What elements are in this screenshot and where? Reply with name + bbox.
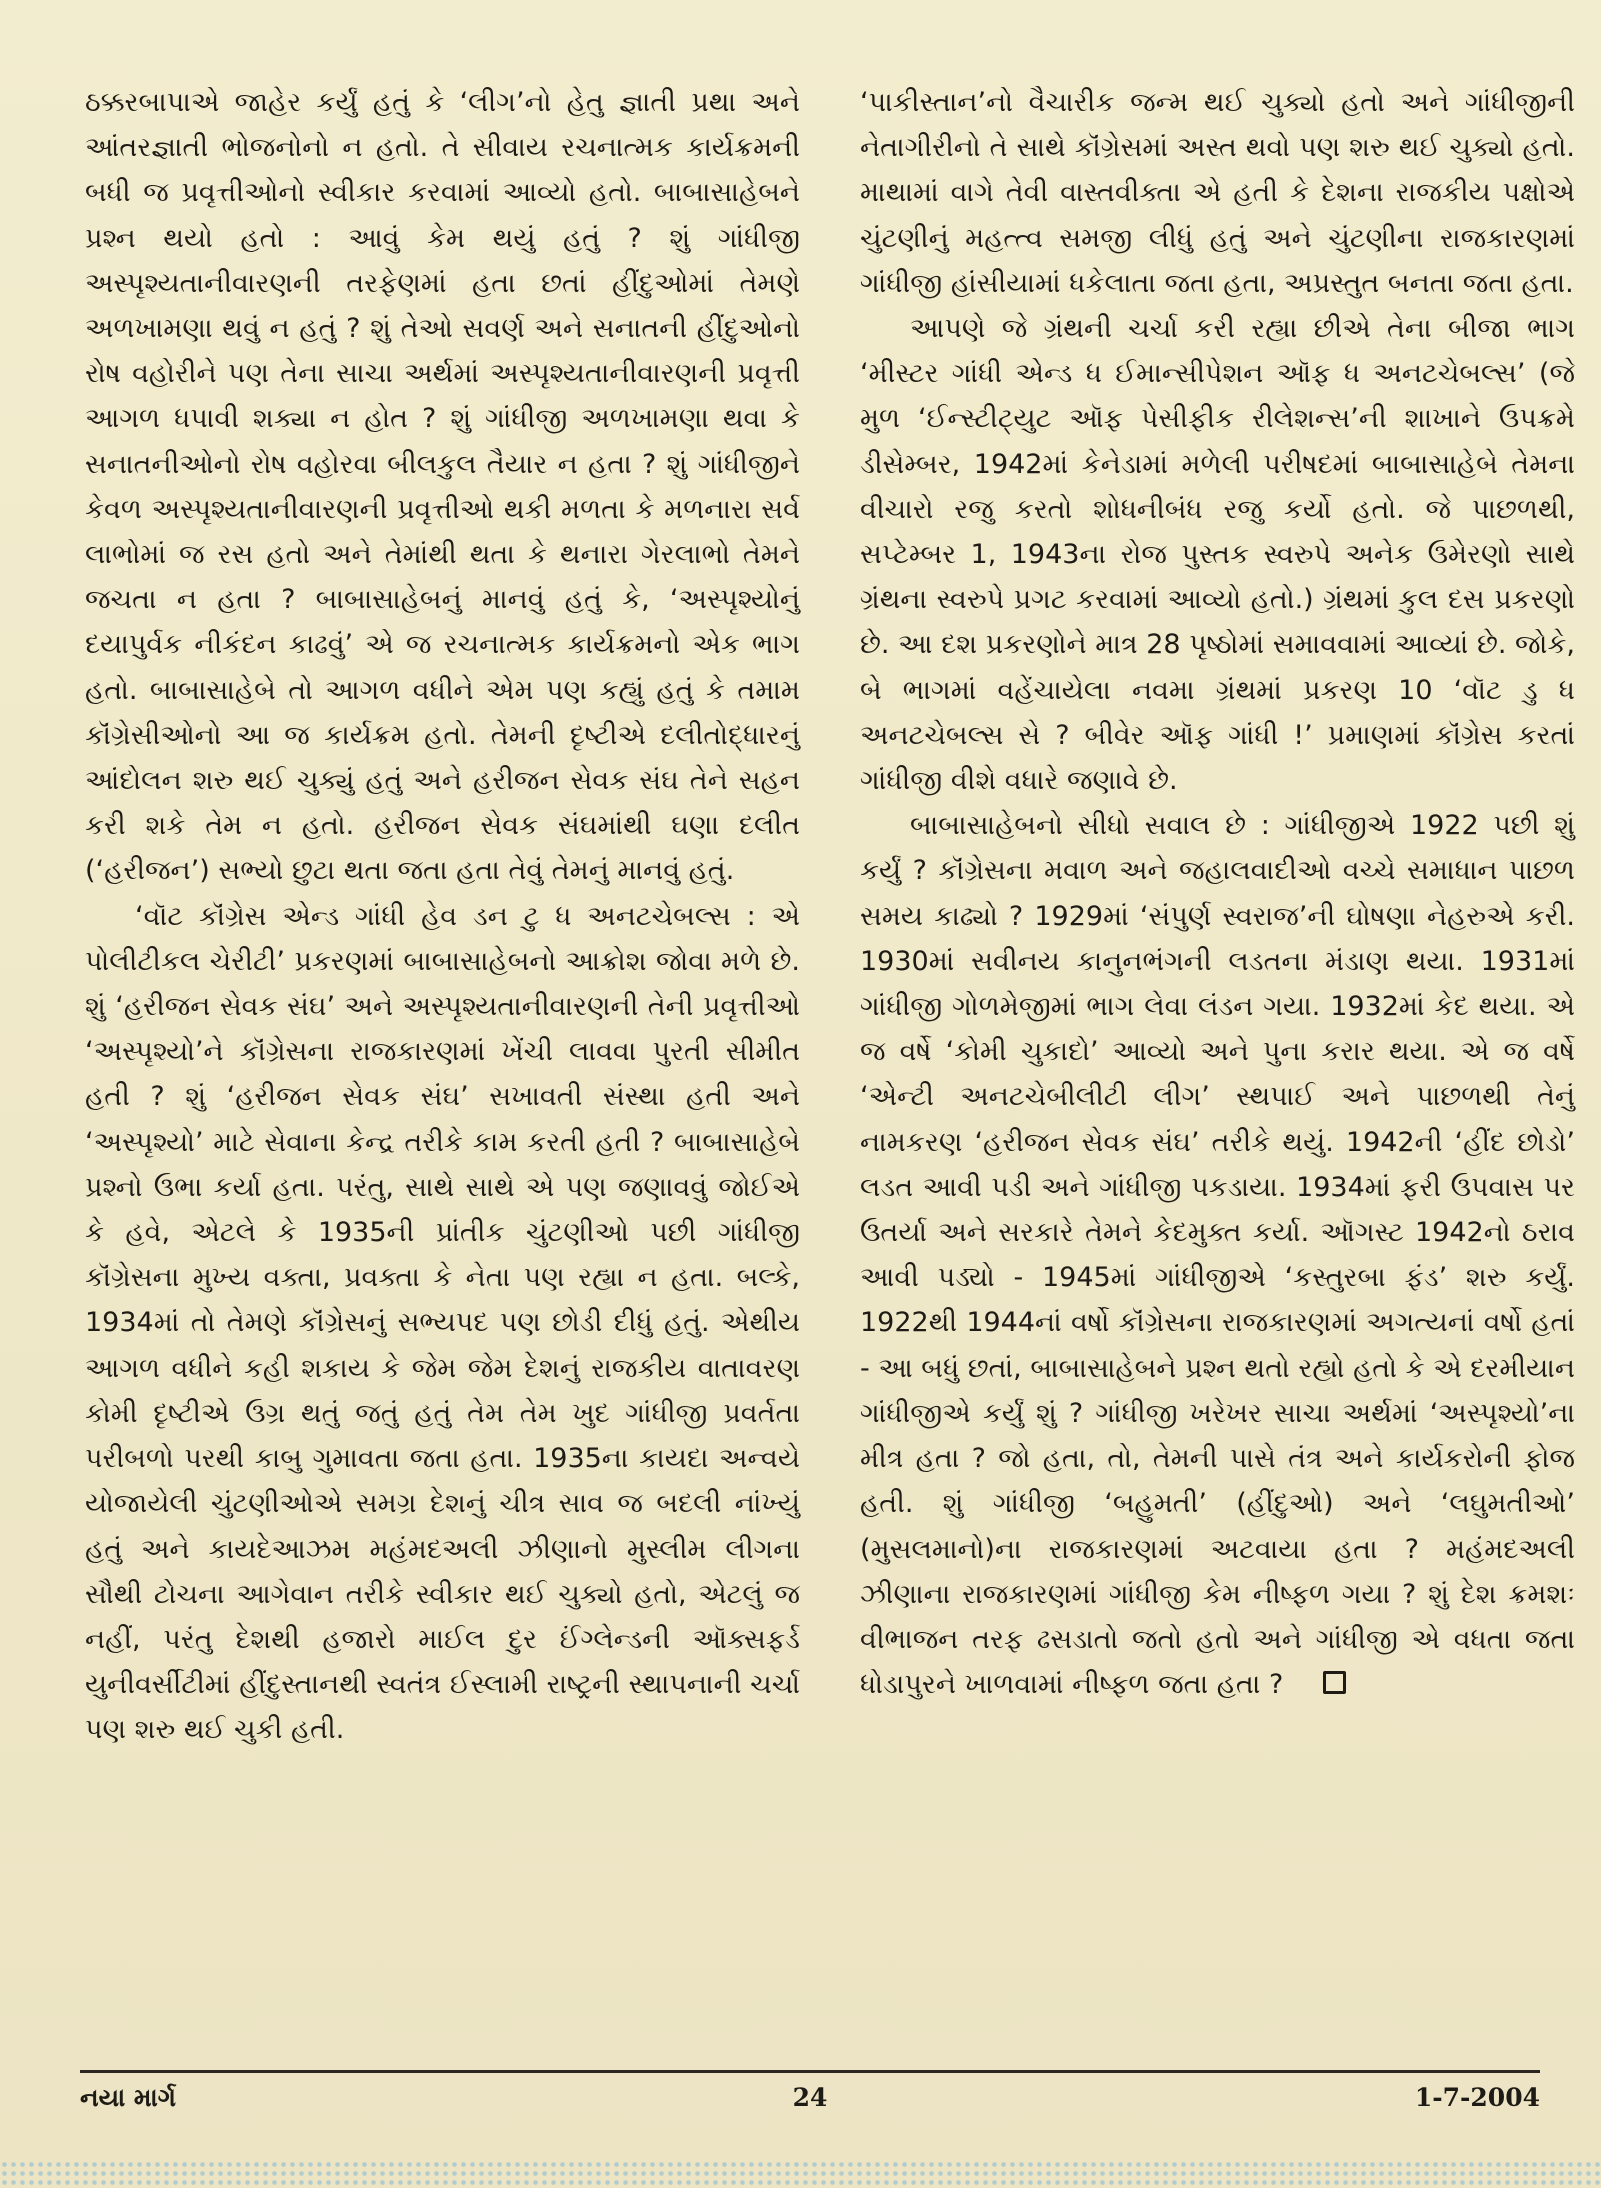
footer-date: 1-7-2004 <box>1414 2083 1540 2112</box>
right-column <box>860 80 1575 1707</box>
left-column <box>85 80 800 1753</box>
footer-page-number: 24 <box>792 2083 828 2112</box>
right-paragraph-1: ‘પાકીસ્તાન’નો વૈચારીક જન્મ થઈ ચુક્યો હતો અને ગાંધીજીની નેતાગીરીનો તે સાથે કૉંગ્રેસમાં અસ્ત થવો પણ શરુ થઈ ચુક્યો હતો. માથામાં વાગે તેવી વાસ્તવીક્તા એ હતી કે દેશના રાજકીય પક્ષોએ ચુંટણીનું મહત્ત્વ સમજી લીધું હતું અને ચુંટણીના રાજકારણમાં ગાંધીજી હાંસીયામાં ધકેલાતા જતા હતા, અપ્રસ્તુત બનતા જતા હતા. <box>860 87 1575 299</box>
footer-magazine-name: નયા માર્ગ <box>80 2083 176 2112</box>
right-paragraph-2: આપણે જે ગ્રંથની ચર્ચા કરી રહ્યા છીએ તેના બીજા ભાગ ‘મીસ્ટર ગાંધી એન્ડ ધ ઈમાન્સીપેશન ઑફ ધ અનટચેબલ્સ’ (જે મુળ ‘ઈન્સ્ટીટ્યુટ ઑફ પેસીફીક રીલેશન્સ’ની શાખાને ઉપક્રમે ડીસેમ્બર, 1942માં કેનેડામાં મળેલી પરીષદમાં બાબાસાહેબે તેમના વીચારો રજુ કરતો શોધનીબંધ રજુ કર્યો હતો. જે પાછળથી, સપ્ટેમ્બર 1, 1943ના રોજ પુસ્તક સ્વરુપે અનેક ઉમેરણો સાથે ગ્રંથના સ્વરુપે પ્રગટ કરવામાં આવ્યો હતો.) ગ્રંથમાં કુલ દસ પ્રકરણો છે. આ દશ પ્રકરણોને માત્ર 28 પૃષ્ઠોમાં સમાવવામાં આવ્યાં છે. જોકે, બે ભાગમાં વહેંચાયેલા નવમા ગ્રંથમાં પ્રકરણ 10 ‘વૉટ ડુ ધ અનટચેબલ્સ સે ? બીવેર ઑફ ગાંધી !’ પ્રમાણમાં કૉંગ્રેસ કરતાં ગાંધીજી વીશે વધારે જણાવે છે. <box>860 313 1575 797</box>
right-paragraph-3-text: બાબાસાહેબનો સીધો સવાલ છે : ગાંધીજીએ 1922 પછી શું કર્યું ? કૉંગ્રેસના મવાળ અને જહાલવાદીઓ વચ્ચે સમાધાન પાછળ સમય કાઢ્યો ? 1929માં ‘સંપુર્ણ સ્વરાજ’ની ઘોષણા નેહરુએ કરી. 1930માં સવીનય કાનુનભંગની લડતના મંડાણ થયા. 1931માં ગાંધીજી ગોળમેજીમાં ભાગ લેવા લંડન ગયા. 1932માં કેદ થયા. એ જ વર્ષે ‘કોમી ચુકાદો’ આવ્યો અને પુના કરાર થયા. એ જ વર્ષે ‘એન્ટી અનટચેબીલીટી લીગ’ સ્થપાઈ અને પાછળથી તેનું નામકરણ ‘હરીજન સેવક સંઘ’ તરીકે થયું. 1942ની ‘હીંદ છોડો’ લડત આવી પડી અને ગાંધીજી પકડાયા. 1934માં ફરી ઉપવાસ પર ઉતર્યા અને સરકારે તેમને કેદમુક્ત કર્યા. ઑગસ્ટ 1942નો ઠરાવ આવી પડ્યો - 1945માં ગાંધીજીએ ‘કસ્તુરબા ફંડ’ શરુ કર્યું. 1922થી 1944નાં વર્ષો કૉંગ્રેસના રાજકારણમાં અગત્યનાં વર્ષો હતાં - આ બધું છતાં, બાબાસાહેબને પ્રશ્ન થતો રહ્યો હતો કે એ દરમીયાન ગાંધીજીએ કર્યું શું ? ગાંધીજી ખરેખર સાચા અર્થમાં ‘અસ્પૃશ્યો’ના મીત્ર હતા ? જો હતા, તો, તેમની પાસે તંત્ર અને કાર્યકરોની ફોજ હતી. શું ગાંધીજી ‘બહુમતી’ (હીંદુઓ) અને ‘લઘુમતીઓ’ (મુસલમાનો)ના રાજકારણમાં અટવાયા હતા ? મહંમદઅલી ઝીણાના રાજકારણમાં ગાંધીજી કેમ નીષ્ફળ ગયા ? શું દેશ ક્રમશઃ વીભાજન તરફ ઢસડાતો જતો હતો અને ગાંધીજી એ વધતા જતા ધોડાપુરને ખાળવામાં નીષ્ફળ જતા હતા ? <box>860 810 1575 1701</box>
footer-rule <box>80 2070 1540 2073</box>
left-paragraph-1: ઠક્કરબાપાએ જાહેર કર્યું હતું કે ‘લીગ’નો હેતુ જ્ઞાતી પ્રથા અને આંતરજ્ઞાતી ભોજનોનો ન હતો. તે સીવાય રચનાત્મક કાર્યક્રમની બધી જ પ્રવૃત્તીઓનો સ્વીકાર કરવામાં આવ્યો હતો. બાબાસાહેબને પ્રશ્ન થયો હતો : આવું કેમ થયું હતું ? શું ગાંધીજી અસ્પૃશ્યતાનીવારણની તરફેણમાં હતા છતાં હીંદુઓમાં તેમણે અળખામણા થવું ન હતું ? શું તેઓ સવર્ણ અને સનાતની હીંદુઓનો રોષ વહોરીને પણ તેના સાચા અર્થમાં અસ્પૃશ્યતાનીવારણની પ્રવૃત્તી આગળ ધપાવી શક્યા ન હોત ? શું ગાંધીજી અળખામણા થવા કે સનાતનીઓનો રોષ વહોરવા બીલકુલ તૈયાર ન હતા ? શું ગાંધીજીને કેવળ અસ્પૃશ્યતાનીવારણની પ્રવૃત્તીઓ થકી મળતા કે મળનારા સર્વ લાભોમાં જ રસ હતો અને તેમાંથી થતા કે થનારા ગેરલાભો તેમને જચતા ન હતા ? બાબાસાહેબનું માનવું હતું કે, ‘અસ્પૃશ્યોનું દયાપુર્વક નીકંદન કાઢવું’ એ જ રચનાત્મક કાર્યક્રમનો એક ભાગ હતો. બાબાસાહેબે તો આગળ વધીને એમ પણ કહ્યું હતું કે તમામ કૉંગ્રેસીઓનો આ જ કાર્યક્રમ હતો. તેમની દૃષ્ટીએ દલીતોદ્ધારનું આંદોલન શરુ થઈ ચુક્યું હતું અને હરીજન સેવક સંઘ તેને સહન કરી શકે તેમ ન હતો. હરીજન સેવક સંઘમાંથી ઘણા દલીત (‘હરીજન’) સભ્યો છુટા થતા જતા હતા તેવું તેમનું માનવું હતું. <box>85 87 800 887</box>
right-paragraph-3 <box>860 803 1575 1707</box>
square-end-mark-icon <box>1323 1671 1346 1694</box>
decorative-dot-border <box>0 2160 1601 2188</box>
left-paragraph-2: ‘વૉટ કૉંગ્રેસ એન્ડ ગાંધી હેવ ડન ટુ ધ અનટચેબલ્સ : એ પોલીટીકલ ચેરીટી’ પ્રકરણમાં બાબાસાહેબનો આક્રોશ જોવા મળે છે. શું ‘હરીજન સેવક સંઘ’ અને અસ્પૃશ્યતાનીવારણની તેની પ્રવૃત્તીઓ ‘અસ્પૃશ્યો’ને કૉંગ્રેસના રાજકારણમાં ખેંચી લાવવા પુરતી સીમીત હતી ? શું ‘હરીજન સેવક સંઘ’ સખાવતી સંસ્થા હતી અને ‘અસ્પૃશ્યો’ માટે સેવાના કેન્દ્ર તરીકે કામ કરતી હતી ? બાબાસાહેબે પ્રશ્નો ઉભા કર્યા હતા. પરંતુ, સાથે સાથે એ પણ જણાવવું જોઈએ કે હવે, એટલે કે 1935ની પ્રાંતીક ચુંટણીઓ પછી ગાંધીજી કૉંગ્રેસના મુખ્ય વક્તા, પ્રવક્તા કે નેતા પણ રહ્યા ન હતા. બલ્કે, 1934માં તો તેમણે કૉંગ્રેસનું સભ્યપદ પણ છોડી દીધું હતું. એથીય આગળ વધીને કહી શકાય કે જેમ જેમ દેશનું રાજકીય વાતાવરણ કોમી દૃષ્ટીએ ઉગ્ર થતું જતું હતું તેમ તેમ ખુદ ગાંધીજી પ્રવર્તતા પરીબળો પરથી કાબુ ગુમાવતા જતા હતા. 1935ના કાયદા અન્વયે યોજાયેલી ચુંટણીઓએ સમગ્ર દેશનું ચીત્ર સાવ જ બદલી નાંખ્યું હતું અને કાયદેઆઝમ મહંમદઅલી ઝીણાનો મુસ્લીમ લીગના સૌથી ટોચના આગેવાન તરીકે સ્વીકાર થઈ ચુક્યો હતો, એટલું જ નહીં, પરંતુ દેશથી હજારો માઈલ દુર ઈંગ્લેન્ડની ઑક્સફર્ડ યુનીવર્સીટીમાં હીંદુસ્તાનથી સ્વતંત્ર ઈસ્લામી રાષ્ટ્રની સ્થાપનાની ચર્ચા પણ શરુ થઈ ચુકી હતી. <box>85 900 800 1746</box>
